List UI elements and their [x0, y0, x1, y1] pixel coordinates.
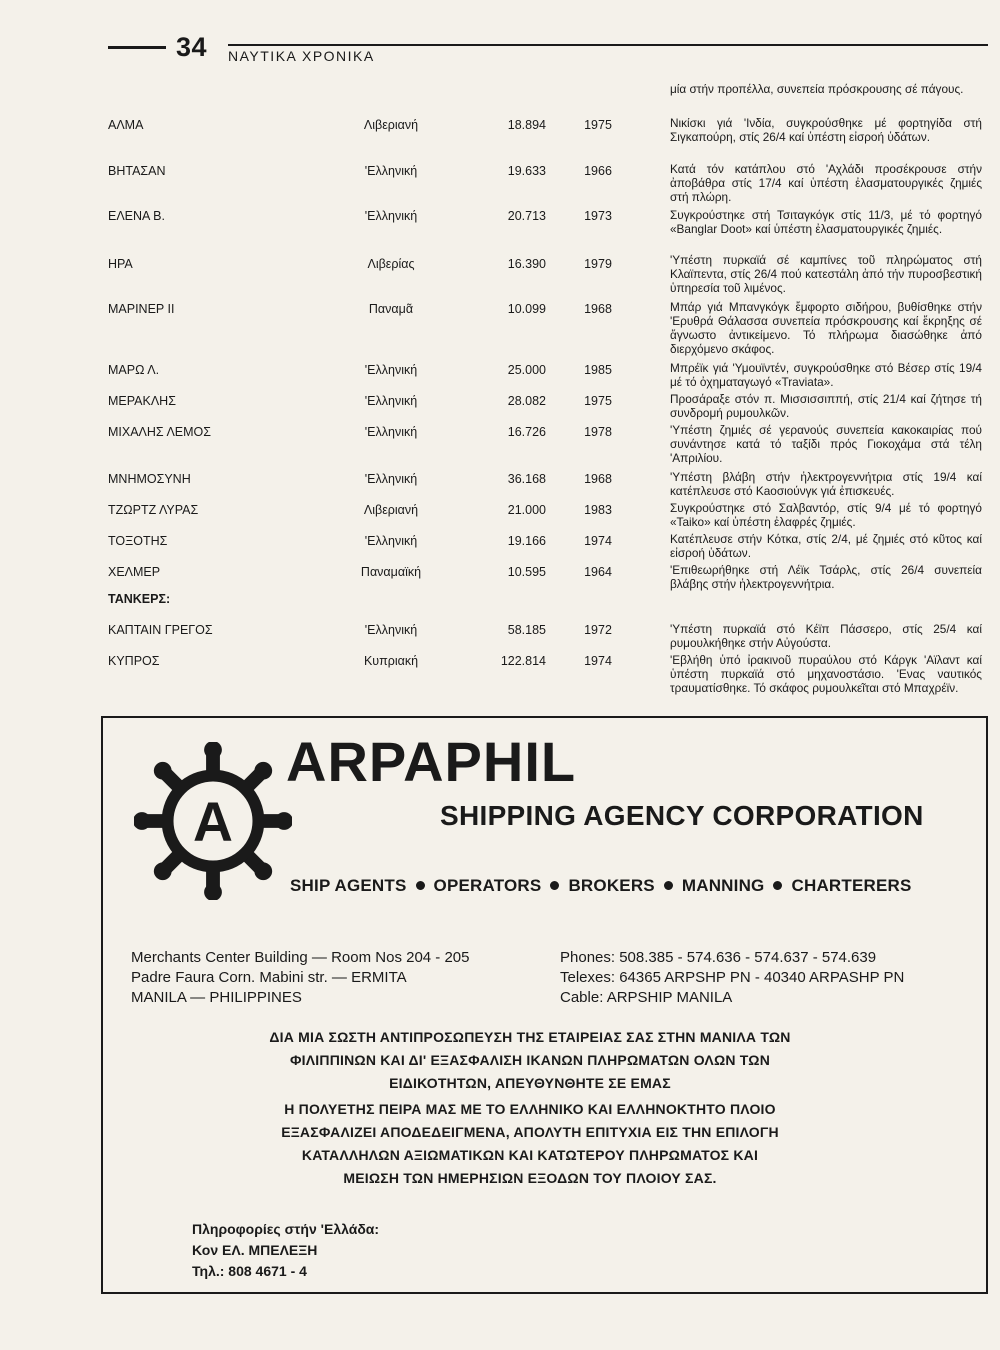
ship-tonnage: 28.082	[507, 394, 546, 408]
header-rule-left	[108, 46, 166, 49]
phones-line: Phones: 508.385 - 574.636 - 574.637 - 574.639	[560, 949, 877, 966]
ship-name: ΑΛΜΑ	[108, 118, 144, 132]
services-line	[290, 876, 912, 896]
telexes-line: Telexes: 64365 ARPSHP PN - 40340 ARPASHP PN	[560, 969, 905, 986]
ad-paragraph-line: ΔΙΑ ΜΙΑ ΣΩΣΤΗ ΑΝΤΙΠΡΟΣΩΠΕΥΣΗ ΤΗΣ ΕΤΑΙΡΕΙΑΣ ΣΑΣ ΣΤΗΝ ΜΑΝΙΛΑ ΤΩΝ	[269, 1029, 791, 1045]
ship-note: Κατέπλευσε στήν Κότκα, στίς 2/4, μέ ζημιές στό κῦτος καί εἰσροή ὑδάτων.	[670, 532, 982, 560]
ship-flag: Παναμαϊκή	[360, 565, 422, 579]
ship-flag: Λιβερίας	[367, 257, 415, 271]
ad-paragraph-line: ΕΞΑΣΦΑΛΙΖΕΙ ΑΠΟΔΕΔΕΙΓΜΕΝΑ, ΑΠΟΛΥΤΗ ΕΠΙΤΥΧΙΑ ΕΙΣ ΤΗΝ ΕΠΙΛΟΓΗ	[281, 1124, 779, 1140]
ship-note: 'Υπέστη πυρκαϊά σέ καμπίνες τοῦ πληρώματος στή Κλαϊπεντα, στίς 26/4 πού κατεστάλη ἀπό τήν πυροσβεστική ὑπηρεσία τοῦ λιμένος.	[670, 253, 982, 295]
ship-flag: 'Ελληνική	[364, 164, 418, 178]
ad-paragraph-line: ΜΕΙΩΣΗ ΤΩΝ ΗΜΕΡΗΣΙΩΝ ΕΞΟΔΩΝ ΤΟΥ ΠΛΟΙΟΥ ΣΑΣ.	[343, 1170, 717, 1186]
ship-name: ΤΟΞΟΤΗΣ	[108, 534, 168, 548]
ship-note: 'Υπέστη ζημιές σέ γερανούς συνεπεία κακοκαιρίας πού συνάντησε κατά τό ταξίδι πρός Γιοκοχάμα στά τέλη 'Απριλίου.	[670, 423, 982, 465]
ad-paragraph-1	[160, 1026, 900, 1095]
ship-name: ΗΡΑ	[108, 257, 133, 271]
tanker-name: ΚΥΠΡΟΣ	[108, 654, 160, 668]
tanker-tonnage: 122.814	[500, 654, 546, 668]
ship-tonnage: 10.595	[507, 565, 546, 579]
ship-tonnage: 10.099	[507, 302, 546, 316]
ship-year: 1983	[584, 503, 612, 517]
service-item: BROKERS	[568, 876, 655, 895]
ship-name: ΜΕΡΑΚΛΗΣ	[108, 394, 176, 408]
info-heading: Πληροφορίες στήν 'Ελλάδα:	[192, 1221, 380, 1237]
ship-flag: 'Ελληνική	[364, 472, 418, 486]
ship-name: ΜΙΧΑΛΗΣ ΛΕΜΟΣ	[108, 425, 211, 439]
ship-tonnage: 25.000	[507, 363, 546, 377]
ship-year: 1968	[584, 302, 612, 316]
ship-name: ΧΕΛΜΕΡ	[108, 565, 161, 579]
ship-name: ΕΛΕΝΑ Β.	[108, 209, 165, 223]
info-contact-name: Κον ΕΛ. ΜΠΕΛΕΞΗ	[192, 1242, 318, 1258]
ship-flag: 'Ελληνική	[364, 534, 418, 548]
brand-name: ARPAPHIL	[286, 730, 577, 793]
address-line: MANILA — PHILIPPINES	[131, 989, 302, 1006]
page-number: 34	[176, 32, 208, 62]
ad-paragraph-2	[160, 1098, 900, 1190]
magazine-title: ΝΑΥΤΙΚΑ ΧΡΟΝΙΚΑ	[228, 48, 375, 64]
service-item: SHIP AGENTS	[290, 876, 407, 895]
tanker-note: 'Υπέστη πυρκαϊά στό Κέϊπ Πάσσερο, στίς 25/4 καί ρυμουλκήθηκε στήν Αὐγούστα.	[670, 622, 982, 650]
tanker-year: 1974	[584, 654, 612, 668]
logo-letter: A	[193, 790, 233, 853]
ship-wheel-logo-icon	[134, 742, 292, 900]
address-line: Merchants Center Building — Room Nos 204 - 205	[131, 949, 470, 966]
ship-name: ΜΝΗΜΟΣΥΝΗ	[108, 472, 191, 486]
ship-name: ΒΗΤΑΣΑΝ	[108, 164, 166, 178]
greece-info-block	[192, 1219, 379, 1282]
contact-block	[560, 948, 904, 1008]
ship-year: 1978	[584, 425, 612, 439]
tanker-tonnage: 58.185	[507, 623, 546, 637]
bullet-icon	[664, 881, 673, 890]
ship-name: ΤΖΩΡΤΖ ΛΥΡΑΣ	[108, 503, 199, 517]
ship-name: ΜΑΡΩ Λ.	[108, 363, 160, 377]
ship-note: Μπρέϊκ γιά 'Υμουϊντέν, συγκρούσθηκε στό Βέσερ στίς 19/4 μέ τό ὀχηματαγωγό «Traviata».	[670, 361, 982, 389]
tanker-note: 'Εβλήθη ὑπό ἰρακινοῦ πυραύλου στό Κάργκ 'Αϊλαντ καί ὑπέστη πυρκαϊά στό μηχανοστάσιο. 'Ενας ναυτικός τραυματίσθηκε. Τό σκάφος ρυμουλκεῖται στό Μπαχρέϊν.	[670, 653, 982, 695]
ship-flag: 'Ελληνική	[364, 394, 418, 408]
ad-paragraph-line: ΚΑΤΑΛΛΗΛΩΝ ΑΞΙΩΜΑΤΙΚΩΝ ΚΑΙ ΚΑΤΩΤΕΡΟΥ ΠΛΗΡΩΜΑΤΟΣ ΚΑΙ	[301, 1147, 759, 1163]
ship-year: 1966	[584, 164, 612, 178]
tanker-flag: Κυπριακή	[363, 654, 419, 668]
ship-tonnage: 20.713	[507, 209, 546, 223]
tankers-heading: ΤΑΝΚΕΡΣ:	[108, 592, 171, 606]
ship-flag: Λιβεριανή	[363, 503, 419, 517]
ship-note: Κατά τόν κατάπλου στό 'Αχλάδι προσέκρουσε στήν ἀποβάθρα στίς 17/4 καί ὑπέστη ἐλασματουργικές ζημιές στή πλώρη.	[670, 162, 982, 204]
info-phone: Τηλ.: 808 4671 - 4	[192, 1263, 307, 1279]
service-item: MANNING	[681, 876, 765, 895]
bullet-icon	[416, 881, 425, 890]
ship-year: 1985	[584, 363, 612, 377]
ship-year: 1964	[584, 565, 612, 579]
ship-note: 'Επιθεωρήθηκε στή Λέϊκ Τσάρλς, στίς 26/4 συνεπεία βλάβης στήν ἠλεκτρογεννήτρια.	[670, 563, 982, 591]
ship-note: Συγκρούστηκε στή Τσιταγκόγκ στίς 11/3, μέ τό φορτηγό «Banglar Doot» καί ὑπέστη ἐλασματουργικές ζημιές.	[670, 208, 982, 236]
ship-flag: 'Ελληνική	[364, 209, 418, 223]
tanker-year: 1972	[584, 623, 612, 637]
ship-tonnage: 21.000	[507, 503, 546, 517]
ship-flag: Λιβεριανή	[363, 118, 419, 132]
ship-year: 1975	[584, 118, 612, 132]
ship-year: 1968	[584, 472, 612, 486]
ship-flag: 'Ελληνική	[364, 363, 418, 377]
ship-name: ΜΑΡΙΝΕΡ ΙΙ	[108, 302, 175, 316]
address-block	[131, 948, 470, 1008]
ad-paragraph-line: ΕΙΔΙΚΟΤΗΤΩΝ, ΑΠΕΥΘΥΝΘΗΤΕ ΣΕ ΕΜΑΣ	[389, 1075, 671, 1091]
header-rule-right	[228, 44, 988, 46]
ship-tonnage: 18.894	[507, 118, 546, 132]
ship-flag: Παναμᾶ	[368, 302, 414, 316]
ship-note: Μπάρ γιά Μπανγκόγκ ἔμφορτο σιδήρου, βυθίσθηκε στήν 'Ερυθρά Θάλασσα συνεπεία πρόσκρουσης καί ἔκρηξης σέ ἄγνωστο ἀντικείμενο. Τό πλήρωμα διασώθηκε ἀπό διερχόμενο σκάφος.	[670, 300, 982, 356]
ship-year: 1975	[584, 394, 612, 408]
ship-flag: 'Ελληνική	[364, 425, 418, 439]
preceding-note: μία στήν προπέλλα, συνεπεία πρόσκρουσης σέ πάγους.	[670, 82, 964, 96]
bullet-icon	[773, 881, 782, 890]
ad-paragraph-line: Η ΠΟΛΥΕΤΗΣ ΠΕΙΡΑ ΜΑΣ ΜΕ ΤΟ ΕΛΛΗΝΙΚΟ ΚΑΙ ΕΛΛΗΝΟΚΤΗΤΟ ΠΛΟΙΟ	[284, 1101, 776, 1117]
ship-tonnage: 19.633	[507, 164, 546, 178]
ship-tonnage: 36.168	[507, 472, 546, 486]
ship-note: Συγκρούστηκε στό Σαλβαντόρ, στίς 9/4 μέ τό φορτηγό «Taiko» καί ὑπέστη ἐλαφρές ζημιές.	[670, 501, 982, 529]
ad-paragraph-line: ΦΙΛΙΠΠΙΝΩΝ ΚΑΙ ΔΙ' ΕΞΑΣΦΑΛΙΣΗ ΙΚΑΝΩΝ ΠΛΗΡΩΜΑΤΩΝ ΟΛΩΝ ΤΩΝ	[289, 1052, 771, 1068]
ship-year: 1974	[584, 534, 612, 548]
tanker-name: ΚΑΠΤΑΙΝ ΓΡΕΓΟΣ	[108, 623, 213, 637]
brand-subtitle: SHIPPING AGENCY CORPORATION	[440, 800, 924, 831]
ship-note: Νικίσκι γιά 'Ινδία, συγκρούσθηκε μέ φορτηγίδα στή Σιγκαπούρη, στίς 26/4 καί ὑπέστη εἰσροή ὑδάτων.	[670, 116, 982, 144]
ship-note: Προσάραξε στόν π. Μισσισσιππή, στίς 21/4 καί ζήτησε τή συνδρομή ρυμουλκῶν.	[670, 392, 982, 420]
ship-year: 1973	[584, 209, 612, 223]
service-item: OPERATORS	[433, 876, 542, 895]
address-line: Padre Faura Corn. Mabini str. — ERMITA	[131, 969, 407, 986]
ship-year: 1979	[584, 257, 612, 271]
ship-note: 'Υπέστη βλάβη στήν ἠλεκτρογεννήτρια στίς 19/4 καί κατέπλευσε στό Κaοσιούνγκ γιά ἐπισκευές.	[670, 470, 982, 498]
cable-line: Cable: ARPSHIP MANILA	[560, 989, 733, 1006]
ship-tonnage: 16.390	[507, 257, 546, 271]
ship-tonnage: 19.166	[507, 534, 546, 548]
bullet-icon	[550, 881, 559, 890]
service-item: CHARTERERS	[791, 876, 912, 895]
ship-tonnage: 16.726	[507, 425, 546, 439]
tanker-flag: 'Ελληνική	[364, 623, 418, 637]
